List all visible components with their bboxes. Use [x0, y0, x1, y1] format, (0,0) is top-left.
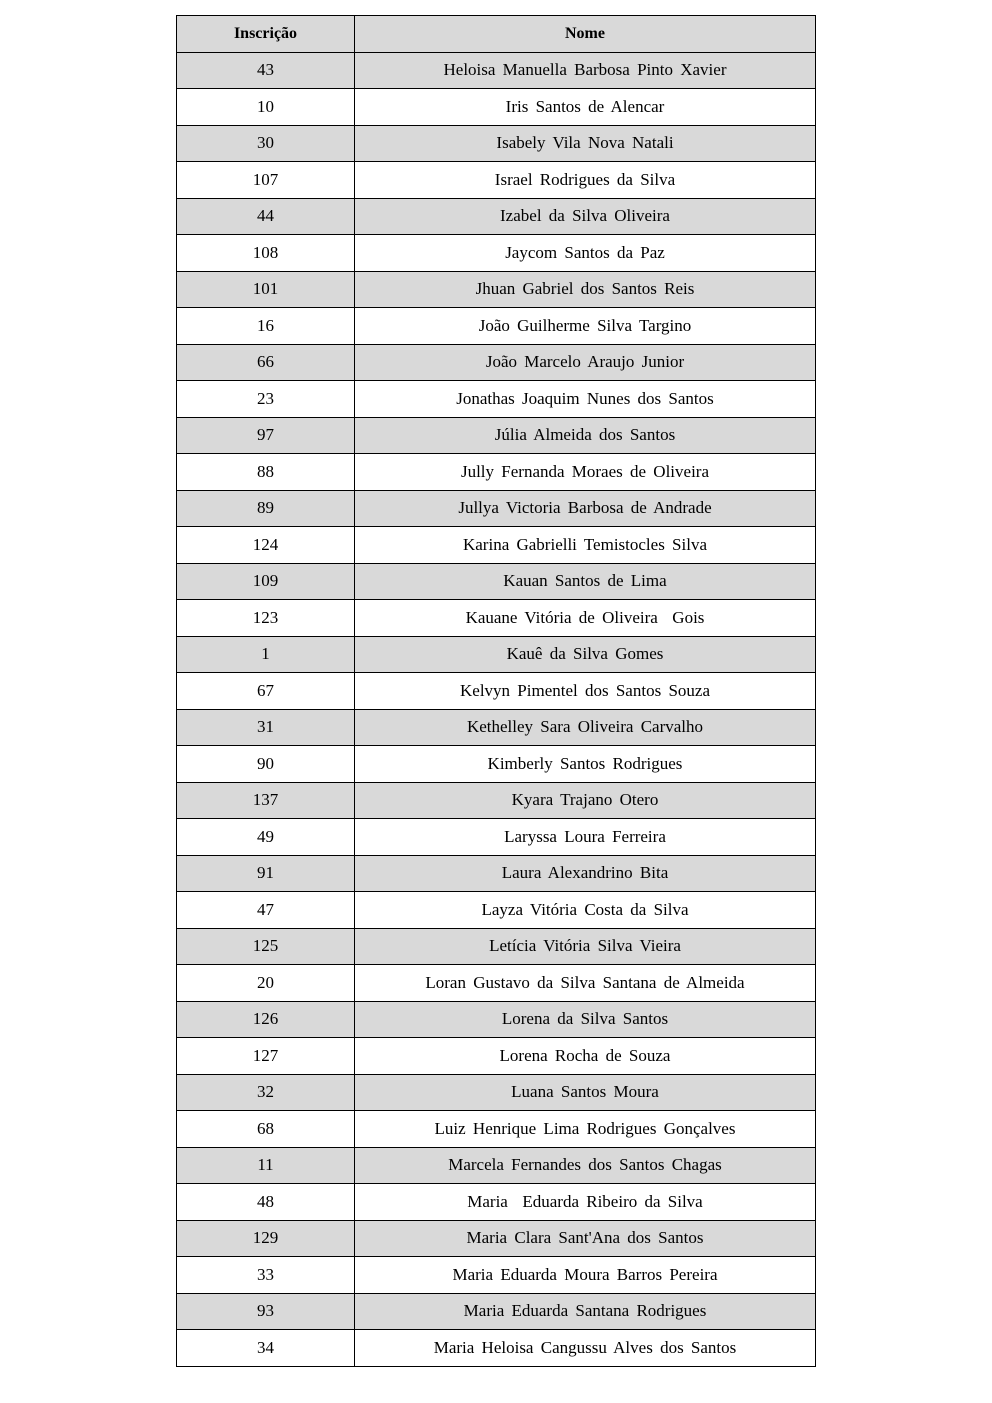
table-row — [177, 965, 816, 1002]
table-row — [177, 417, 816, 454]
table-row — [177, 1330, 816, 1367]
cell-inscricao: 93 — [177, 1293, 355, 1330]
cell-nome: Jaycom Santos da Paz — [355, 235, 816, 272]
cell-inscricao: 129 — [177, 1220, 355, 1257]
table-row — [177, 636, 816, 673]
table-row — [177, 271, 816, 308]
cell-inscricao: 20 — [177, 965, 355, 1002]
table-row — [177, 563, 816, 600]
table-row — [177, 1111, 816, 1148]
table-body — [177, 52, 816, 1366]
table-row — [177, 1074, 816, 1111]
cell-nome: Jully Fernanda Moraes de Oliveira — [355, 454, 816, 491]
cell-inscricao: 108 — [177, 235, 355, 272]
header-row — [177, 16, 816, 53]
cell-inscricao: 48 — [177, 1184, 355, 1221]
cell-nome: Loran Gustavo da Silva Santana de Almeida — [355, 965, 816, 1002]
table-row — [177, 454, 816, 491]
cell-inscricao: 89 — [177, 490, 355, 527]
cell-nome: Júlia Almeida dos Santos — [355, 417, 816, 454]
cell-inscricao: 124 — [177, 527, 355, 564]
cell-nome: Kauê da Silva Gomes — [355, 636, 816, 673]
cell-nome: Laryssa Loura Ferreira — [355, 819, 816, 856]
cell-nome: Kethelley Sara Oliveira Carvalho — [355, 709, 816, 746]
cell-nome: Israel Rodrigues da Silva — [355, 162, 816, 199]
cell-inscricao: 91 — [177, 855, 355, 892]
cell-inscricao: 107 — [177, 162, 355, 199]
table-row — [177, 709, 816, 746]
cell-nome: Jonathas Joaquim Nunes dos Santos — [355, 381, 816, 418]
cell-nome: Lorena da Silva Santos — [355, 1001, 816, 1038]
table-row — [177, 125, 816, 162]
cell-nome: Maria Heloisa Cangussu Alves dos Santos — [355, 1330, 816, 1367]
table-row — [177, 673, 816, 710]
cell-inscricao: 1 — [177, 636, 355, 673]
cell-nome: Isabely Vila Nova Natali — [355, 125, 816, 162]
table-row — [177, 89, 816, 126]
table-row — [177, 198, 816, 235]
cell-nome: Layza Vitória Costa da Silva — [355, 892, 816, 929]
table-row — [177, 381, 816, 418]
cell-nome: Karina Gabrielli Temistocles Silva — [355, 527, 816, 564]
cell-inscricao: 67 — [177, 673, 355, 710]
cell-inscricao: 127 — [177, 1038, 355, 1075]
cell-inscricao: 97 — [177, 417, 355, 454]
cell-inscricao: 66 — [177, 344, 355, 381]
cell-nome: Kyara Trajano Otero — [355, 782, 816, 819]
cell-nome: Heloisa Manuella Barbosa Pinto Xavier — [355, 52, 816, 89]
cell-inscricao: 32 — [177, 1074, 355, 1111]
cell-inscricao: 31 — [177, 709, 355, 746]
cell-inscricao: 33 — [177, 1257, 355, 1294]
table-row — [177, 1220, 816, 1257]
cell-nome: Letícia Vitória Silva Vieira — [355, 928, 816, 965]
cell-inscricao: 125 — [177, 928, 355, 965]
cell-nome: Kauan Santos de Lima — [355, 563, 816, 600]
header-nome: Nome — [355, 16, 816, 53]
table-row — [177, 819, 816, 856]
cell-nome: Luiz Henrique Lima Rodrigues Gonçalves — [355, 1111, 816, 1148]
cell-nome: Maria Eduarda Ribeiro da Silva — [355, 1184, 816, 1221]
cell-nome: Laura Alexandrino Bita — [355, 855, 816, 892]
table-row — [177, 235, 816, 272]
cell-inscricao: 101 — [177, 271, 355, 308]
cell-inscricao: 16 — [177, 308, 355, 345]
cell-inscricao: 123 — [177, 600, 355, 637]
cell-inscricao: 44 — [177, 198, 355, 235]
table-row — [177, 928, 816, 965]
table-row — [177, 1184, 816, 1221]
cell-nome: João Guilherme Silva Targino — [355, 308, 816, 345]
table-row — [177, 1001, 816, 1038]
cell-inscricao: 109 — [177, 563, 355, 600]
cell-nome: Lorena Rocha de Souza — [355, 1038, 816, 1075]
cell-nome: Kimberly Santos Rodrigues — [355, 746, 816, 783]
table-row — [177, 600, 816, 637]
cell-inscricao: 68 — [177, 1111, 355, 1148]
cell-nome: Marcela Fernandes dos Santos Chagas — [355, 1147, 816, 1184]
table-row — [177, 746, 816, 783]
cell-nome: Maria Eduarda Moura Barros Pereira — [355, 1257, 816, 1294]
table-row — [177, 52, 816, 89]
cell-nome: Iris Santos de Alencar — [355, 89, 816, 126]
cell-inscricao: 11 — [177, 1147, 355, 1184]
cell-inscricao: 47 — [177, 892, 355, 929]
cell-nome: Maria Clara Sant'Ana dos Santos — [355, 1220, 816, 1257]
table-row — [177, 1257, 816, 1294]
cell-inscricao: 30 — [177, 125, 355, 162]
cell-nome: Izabel da Silva Oliveira — [355, 198, 816, 235]
table-row — [177, 344, 816, 381]
cell-inscricao: 23 — [177, 381, 355, 418]
cell-inscricao: 43 — [177, 52, 355, 89]
cell-inscricao: 49 — [177, 819, 355, 856]
cell-nome: Kelvyn Pimentel dos Santos Souza — [355, 673, 816, 710]
roster-table — [176, 15, 816, 1367]
cell-nome: Maria Eduarda Santana Rodrigues — [355, 1293, 816, 1330]
table-row — [177, 162, 816, 199]
cell-nome: João Marcelo Araujo Junior — [355, 344, 816, 381]
table-row — [177, 1293, 816, 1330]
cell-inscricao: 10 — [177, 89, 355, 126]
cell-nome: Luana Santos Moura — [355, 1074, 816, 1111]
table-row — [177, 892, 816, 929]
table-row — [177, 490, 816, 527]
table-row — [177, 782, 816, 819]
table-row — [177, 527, 816, 564]
cell-inscricao: 90 — [177, 746, 355, 783]
table-row — [177, 855, 816, 892]
cell-nome: Kauane Vitória de Oliveira Gois — [355, 600, 816, 637]
table-row — [177, 1038, 816, 1075]
cell-inscricao: 126 — [177, 1001, 355, 1038]
table-row — [177, 1147, 816, 1184]
cell-nome: Jullya Victoria Barbosa de Andrade — [355, 490, 816, 527]
cell-inscricao: 137 — [177, 782, 355, 819]
cell-inscricao: 88 — [177, 454, 355, 491]
cell-inscricao: 34 — [177, 1330, 355, 1367]
table-row — [177, 308, 816, 345]
cell-nome: Jhuan Gabriel dos Santos Reis — [355, 271, 816, 308]
header-inscricao: Inscrição — [177, 16, 355, 53]
table-header — [177, 16, 816, 53]
